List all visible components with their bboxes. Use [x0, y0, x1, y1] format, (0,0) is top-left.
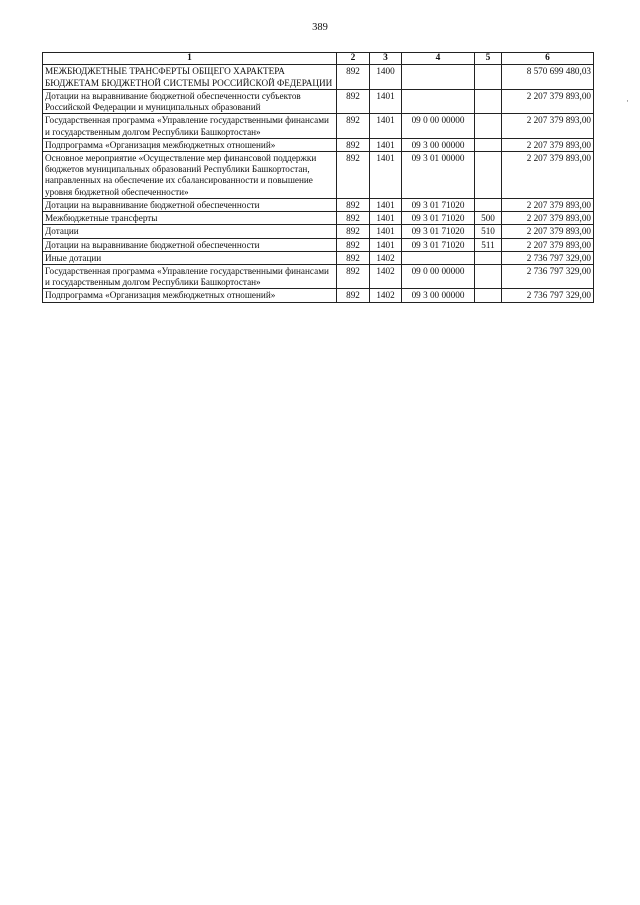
- row-ministry-code: 892: [337, 198, 370, 211]
- row-amount: 2 736 797 329,00: [502, 251, 594, 264]
- row-ministry-code: 892: [337, 152, 370, 199]
- table-row: [43, 114, 594, 138]
- row-expense-type: [475, 198, 502, 211]
- row-name: Дотации на выравнивание бюджетной обеспеченности: [43, 238, 337, 251]
- row-name: Дотации на выравнивание бюджетной обеспеченности субъектов Российской Федерации и муниципальных образований: [43, 89, 337, 113]
- page-number: 389: [312, 22, 328, 33]
- row-name: Межбюджетные трансферты: [43, 212, 337, 225]
- row-ministry-code: 892: [337, 251, 370, 264]
- row-amount: 2 207 379 893,00: [502, 212, 594, 225]
- header-col-2: 2: [337, 53, 370, 65]
- row-expense-type: [475, 251, 502, 264]
- row-amount: 2 736 797 329,00: [502, 264, 594, 288]
- table-row: [43, 198, 594, 211]
- row-section-code: 1401: [370, 138, 402, 151]
- header-col-4: 4: [402, 53, 475, 65]
- row-section-code: 1401: [370, 152, 402, 199]
- row-target-article: 09 3 01 71020: [402, 238, 475, 251]
- row-ministry-code: 892: [337, 225, 370, 238]
- row-target-article: 09 0 00 00000: [402, 264, 475, 288]
- table-header-row: [43, 53, 594, 65]
- row-amount: 2 736 797 329,00: [502, 289, 594, 302]
- row-section-code: 1401: [370, 225, 402, 238]
- row-ministry-code: 892: [337, 264, 370, 288]
- table-row: [43, 238, 594, 251]
- table-row: [43, 212, 594, 225]
- row-ministry-code: 892: [337, 65, 370, 89]
- row-section-code: 1401: [370, 114, 402, 138]
- row-section-code: 1400: [370, 65, 402, 89]
- table-row: [43, 251, 594, 264]
- row-section-code: 1401: [370, 238, 402, 251]
- row-section-code: 1402: [370, 251, 402, 264]
- header-col-3: 3: [370, 53, 402, 65]
- row-target-article: 09 3 01 00000: [402, 152, 475, 199]
- row-expense-type: [475, 138, 502, 151]
- row-target-article: 09 3 01 71020: [402, 212, 475, 225]
- row-section-code: 1401: [370, 198, 402, 211]
- row-target-article: 09 3 01 71020: [402, 198, 475, 211]
- table-row: [43, 289, 594, 302]
- row-amount: 8 570 699 480,03: [502, 65, 594, 89]
- row-ministry-code: 892: [337, 114, 370, 138]
- row-ministry-code: 892: [337, 238, 370, 251]
- row-expense-type: 500: [475, 212, 502, 225]
- row-expense-type: [475, 114, 502, 138]
- row-name: Подпрограмма «Организация межбюджетных отношений»: [43, 138, 337, 151]
- table-row: [43, 152, 594, 199]
- row-name: Государственная программа «Управление государственными финансами и государственным долгом Республики Башкортостан»: [43, 114, 337, 138]
- row-name: Дотации: [43, 225, 337, 238]
- row-amount: 2 207 379 893,00: [502, 89, 594, 113]
- row-target-article: 09 0 00 00000: [402, 114, 475, 138]
- row-section-code: 1402: [370, 264, 402, 288]
- row-expense-type: [475, 264, 502, 288]
- row-section-code: 1401: [370, 89, 402, 113]
- row-ministry-code: 892: [337, 212, 370, 225]
- row-ministry-code: 892: [337, 89, 370, 113]
- row-expense-type: [475, 65, 502, 89]
- row-target-article: 09 3 00 00000: [402, 289, 475, 302]
- table-row: [43, 138, 594, 151]
- row-expense-type: 510: [475, 225, 502, 238]
- row-name: Основное мероприятие «Осуществление мер финансовой поддержки бюджетов муниципальных образований Республики Башкортостан, направленных на обеспечение их сбалансированности и повышение уровня бюджетной обеспеченности»: [43, 152, 337, 199]
- row-expense-type: 511: [475, 238, 502, 251]
- scan-margin-mark: ·: [626, 96, 629, 106]
- row-target-article: [402, 89, 475, 113]
- table-row: [43, 89, 594, 113]
- row-name: Иные дотации: [43, 251, 337, 264]
- row-expense-type: [475, 289, 502, 302]
- row-target-article: 09 3 00 00000: [402, 138, 475, 151]
- header-col-5: 5: [475, 53, 502, 65]
- row-expense-type: [475, 89, 502, 113]
- row-ministry-code: 892: [337, 289, 370, 302]
- row-amount: 2 207 379 893,00: [502, 152, 594, 199]
- header-col-6: 6: [502, 53, 594, 65]
- header-col-1: 1: [43, 53, 337, 65]
- row-amount: 2 207 379 893,00: [502, 238, 594, 251]
- table-row: [43, 65, 594, 89]
- row-name: МЕЖБЮДЖЕТНЫЕ ТРАНСФЕРТЫ ОБЩЕГО ХАРАКТЕРА БЮДЖЕТАМ БЮДЖЕТНОЙ СИСТЕМЫ РОССИЙСКОЙ ФЕДЕРАЦИИ: [43, 65, 337, 89]
- budget-table: [42, 52, 594, 303]
- row-name: Государственная программа «Управление государственными финансами и государственным долгом Республики Башкортостан»: [43, 264, 337, 288]
- row-ministry-code: 892: [337, 138, 370, 151]
- row-name: Дотации на выравнивание бюджетной обеспеченности: [43, 198, 337, 211]
- row-amount: 2 207 379 893,00: [502, 114, 594, 138]
- table-row: [43, 264, 594, 288]
- row-target-article: [402, 251, 475, 264]
- row-target-article: 09 3 01 71020: [402, 225, 475, 238]
- row-amount: 2 207 379 893,00: [502, 225, 594, 238]
- row-expense-type: [475, 152, 502, 199]
- row-amount: 2 207 379 893,00: [502, 198, 594, 211]
- row-section-code: 1401: [370, 212, 402, 225]
- row-target-article: [402, 65, 475, 89]
- row-section-code: 1402: [370, 289, 402, 302]
- row-name: Подпрограмма «Организация межбюджетных отношений»: [43, 289, 337, 302]
- row-amount: 2 207 379 893,00: [502, 138, 594, 151]
- table-row: [43, 225, 594, 238]
